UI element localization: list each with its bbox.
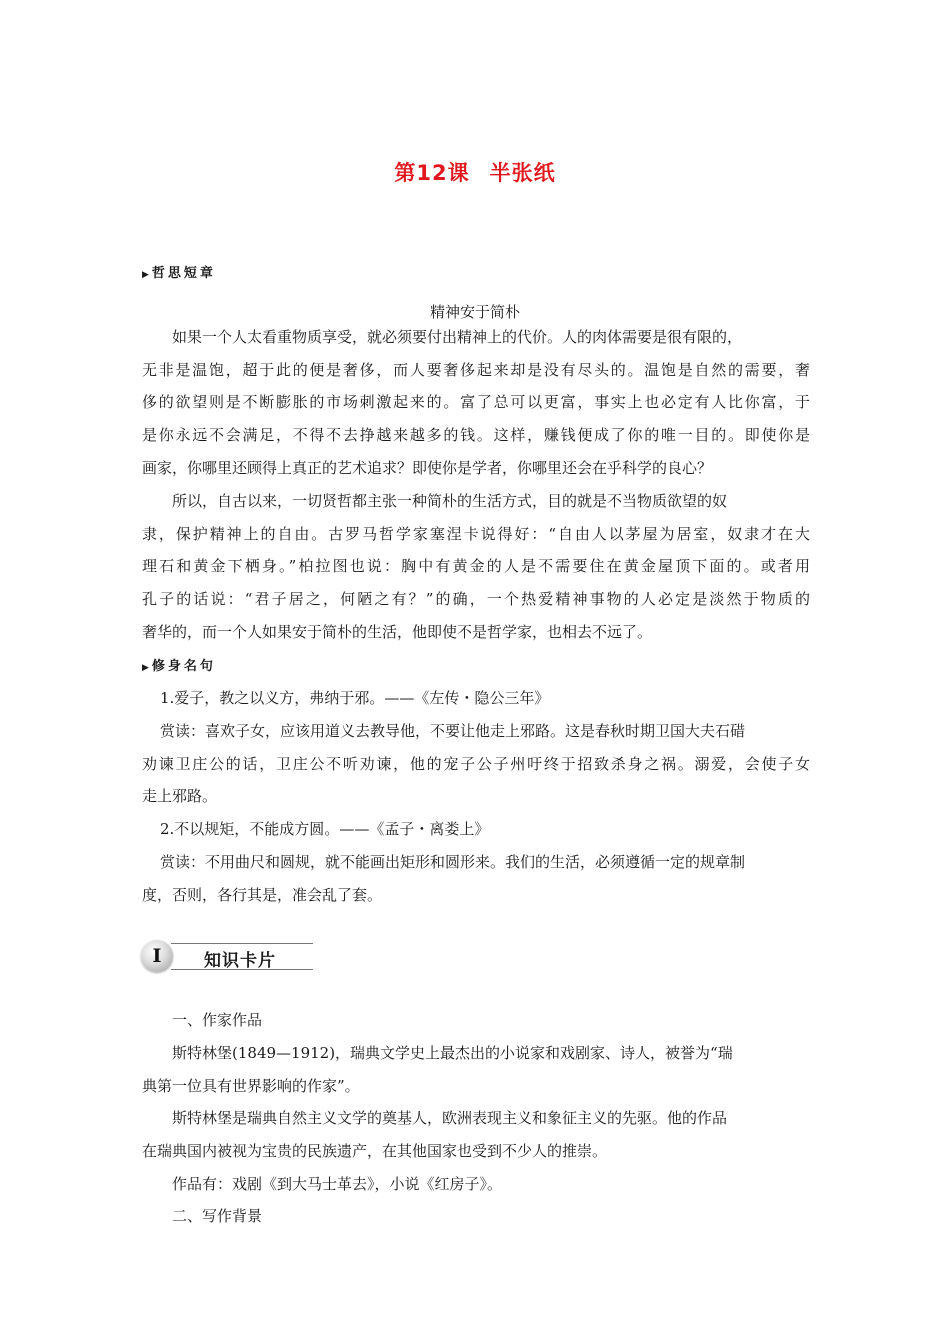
- paragraph-line: 在瑞典国内被视为宝贵的民族遗产，在其他国家也受到不少人的推崇。: [142, 1142, 608, 1160]
- paragraph-line: 画家，你哪里还顾得上真正的艺术追求？即使你是学者，你哪里还会在乎科学的良心？: [142, 459, 713, 477]
- paragraph-line: 侈的欲望则是不断膨胀的市场刺激起来的。富了总可以更富，事实上也必定有人比你富，于: [142, 393, 810, 411]
- paragraph-line: 奢华的，而一个人如果安于简朴的生活，他即使不是哲学家，也相去不远了。: [142, 623, 653, 641]
- badge-label: 知识卡片: [204, 951, 276, 971]
- quote-line: 2.不以规矩，不能成方圆。——《孟子・离娄上》: [160, 820, 490, 838]
- paragraph-line: 是你永远不会满足，不得不去挣越来越多的钱。这样，赚钱便成了你的唯一目的。即使你是: [142, 426, 810, 444]
- paragraph-line: 赏读：喜欢子女，应该用道义去教导他，不要让他走上邪路。这是春秋时期卫国大夫石碏: [160, 722, 746, 740]
- title-prefix: 第: [394, 161, 417, 185]
- paragraph-line: 隶，保护精神上的自由。古罗马哲学家塞涅卡说得好：“自由人以茅屋为居室，奴隶才在大: [142, 525, 810, 543]
- paragraph-line: 走上邪路。: [142, 787, 218, 805]
- paragraph-line: 度，否则，各行其是，准会乱了套。: [142, 886, 383, 904]
- section-heading-label: 修身名句: [151, 659, 216, 674]
- paragraph-line: 孔子的话说：“君子居之，何陋之有？”的确，一个热爱精神事物的人必定是淡然于物质的: [142, 590, 810, 608]
- paragraph-line: 典第一位具有世界影响的作家”。: [142, 1077, 360, 1095]
- paragraph-line: 斯特林堡是瑞典自然主义文学的奠基人，欧洲表现主义和象征主义的先驱。他的作品: [172, 1109, 728, 1127]
- paragraph-line: 如果一个人太看重物质享受，就必须要付出精神上的代价。人的肉体需要是很有限的，: [172, 328, 743, 346]
- paragraph-line: 赏读：不用曲尺和圆规，就不能画出矩形和圆形来。我们的生活，必须遵循一定的规章制: [160, 853, 746, 871]
- section-heading-xiushen: [142, 655, 216, 674]
- paragraph-line: 所以，自古以来，一切贤哲都主张一种简朴的生活方式，目的就是不当物质欲望的奴: [172, 492, 728, 510]
- quote-line: 1.爱子，教之以义方，弗纳于邪。——《左传・隐公三年》: [160, 689, 550, 707]
- knowledge-card-badge: [141, 940, 313, 972]
- subheading: 二、写作背景: [172, 1207, 263, 1225]
- section-heading-label: 哲思短章: [151, 266, 216, 281]
- title-lesson: 课: [447, 161, 470, 185]
- triangle-icon: ▶: [142, 663, 149, 673]
- title-name: 半张纸: [489, 161, 556, 185]
- essay-title: 精神安于简朴: [429, 303, 520, 321]
- subheading: 一、作家作品: [172, 1011, 263, 1029]
- paragraph-line: 理石和黄金下栖身。”柏拉图也说：胸中有黄金的人是不需要住在黄金屋顶下面的。或者用: [142, 557, 810, 575]
- paragraph-line: 无非是温饱，超于此的便是奢侈，而人要奢侈起来却是没有尽头的。温饱是自然的需要，奢: [142, 361, 810, 379]
- page-title: [0, 157, 950, 187]
- paragraph-line: 作品有：戏剧《到大马士革去》，小说《红房子》。: [172, 1175, 503, 1193]
- section-heading-zhesi: [142, 262, 216, 281]
- triangle-icon: ▶: [142, 270, 149, 280]
- paragraph-line: 斯特林堡(1849—1912)，瑞典文学史上最杰出的小说家和戏剧家、诗人，被誉为“瑞: [172, 1044, 733, 1062]
- paragraph-line: 劝谏卫庄公的话，卫庄公不听劝谏，他的宠子公子州吁终于招致杀身之祸。溺爱，会使子女: [142, 755, 810, 773]
- title-number: 12: [416, 161, 448, 185]
- roman-numeral-icon: I: [141, 940, 173, 972]
